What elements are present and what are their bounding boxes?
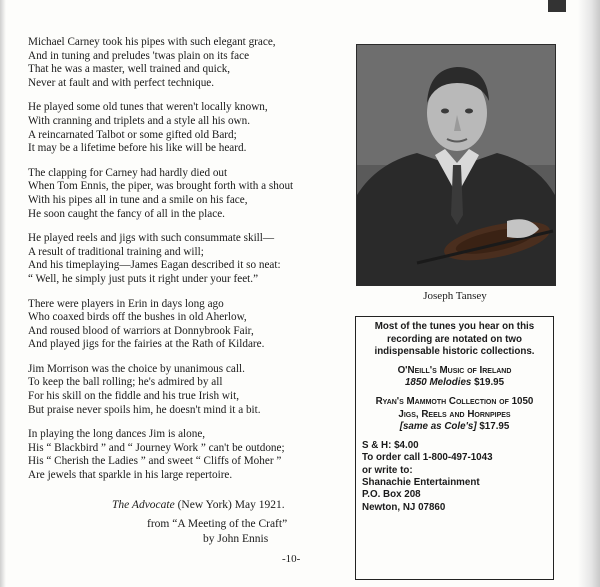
poem <box>28 36 358 494</box>
book-2-title <box>362 396 547 409</box>
poem-line: He played reels and jigs with such consummate skill— <box>28 232 275 245</box>
poem-line: A reincarnated Talbot or some gifted old Bard; <box>28 128 237 141</box>
poem-stanza <box>28 232 358 286</box>
poem-line: “ Well, he simply just puts it right under your feet.” <box>28 272 259 285</box>
poem-line: His “ Cherish the Ladies ” and sweet “ Cliffs of Moher ” <box>28 455 282 468</box>
poem-line: And played jigs for the fairies at the Rath of Kildare. <box>28 338 265 351</box>
poem-stanza <box>28 363 358 417</box>
poem-stanza <box>28 101 358 155</box>
book-1-price-line <box>362 377 547 390</box>
poem-line: Are jewels that sparkle in his large repertoire. <box>28 469 233 482</box>
book-2-title-line-2 <box>362 409 547 422</box>
book-2-name: Ryan's Mammoth Collection of 1050 <box>375 395 534 407</box>
book-2-subtitle: [same as Cole's] <box>399 421 477 433</box>
poem-line: When Tom Ennis, the piper, was brought forth with a shout <box>28 180 294 193</box>
poem-line: The clapping for Carney had hardly died out <box>28 166 228 179</box>
book-1-title <box>362 365 547 378</box>
info-intro: Most of the tunes you hear on this recording are notated on two indispensable historic collections. <box>374 321 535 358</box>
poem-line: To keep the ball rolling; he's admired by all <box>28 376 223 389</box>
poem-line: And roused blood of warriors at Donnybrook Fair, <box>28 324 254 337</box>
source-attribution <box>112 499 285 511</box>
source-author: by John Ennis <box>203 533 269 545</box>
publication-details: (New York) May 1921. <box>174 499 285 511</box>
portrait-photo <box>356 44 556 286</box>
order-city: Newton, NJ 07860 <box>362 501 446 513</box>
poem-line: And in tuning and preludes 'twas plain on its face <box>28 49 250 62</box>
page-left-edge <box>0 0 6 587</box>
book-1-name: O'Neill's Music of Ireland <box>397 364 512 376</box>
poem-stanza <box>28 428 358 482</box>
poem-stanza <box>28 36 358 90</box>
book-2-price: $17.95 <box>476 421 510 433</box>
poem-line: It may be a lifetime before his like will be heard. <box>28 142 247 155</box>
poem-stanza <box>28 298 358 352</box>
source-title: from “A Meeting of the Craft” <box>147 518 288 530</box>
poem-stanza <box>28 167 358 221</box>
page-number: -10- <box>282 553 301 565</box>
poem-line: A result of traditional training and will; <box>28 245 204 258</box>
top-edge-mark <box>548 0 566 12</box>
poem-line: He played some old tunes that weren't locally known, <box>28 101 268 114</box>
poem-line: Never at fault and with perfect technique. <box>28 76 215 89</box>
order-phone: To order call 1-800-497-1043 <box>362 452 493 464</box>
poem-line: And his timeplaying—James Eagan described it so neat: <box>28 259 281 272</box>
poem-line: There were players in Erin in days long ago <box>28 297 224 310</box>
poem-line: But praise never spoils him, he doesn't mind it a bit. <box>28 403 261 416</box>
order-pobox: P.O. Box 208 <box>362 489 421 501</box>
order-write: or write to: <box>362 464 413 476</box>
poem-line: With his pipes all in tune and a smile on his face, <box>28 193 248 206</box>
poem-line: Who coaxed birds off the bushes in old Aherlow, <box>28 311 247 324</box>
poem-line: Michael Carney took his pipes with such elegant grace, <box>28 36 276 48</box>
poem-line: His “ Blackbird ” and “ Journey Work ” can't be outdone; <box>28 441 285 454</box>
photo-caption: Joseph Tansey <box>423 290 487 302</box>
poem-line: Jim Morrison was the choice by unanimous call. <box>28 362 245 375</box>
order-company: Shanachie Entertainment <box>362 476 480 488</box>
publication-name: The Advocate <box>112 499 175 511</box>
poem-line: With cranning and triplets and a style all his own. <box>28 114 251 127</box>
ordering-info-box <box>355 316 554 580</box>
book-2-price-line <box>362 421 547 434</box>
poem-line: That he was a master, well trained and quick, <box>28 63 231 76</box>
poem-line: For his skill on the fiddle and his true Irish wit, <box>28 390 239 403</box>
poem-line: In playing the long dances Jim is alone, <box>28 428 206 441</box>
shipping-cost: S & H: $4.00 <box>362 439 419 451</box>
book-1-subtitle: 1850 Melodies <box>404 377 472 389</box>
poem-line: He soon caught the fancy of all in the place. <box>28 207 225 220</box>
book-2-name-2: Jigs, Reels and Hornpipes <box>398 408 511 420</box>
book-1-price: $19.95 <box>471 377 505 389</box>
fiddler-portrait-image <box>357 45 555 285</box>
page-right-edge <box>578 0 600 587</box>
